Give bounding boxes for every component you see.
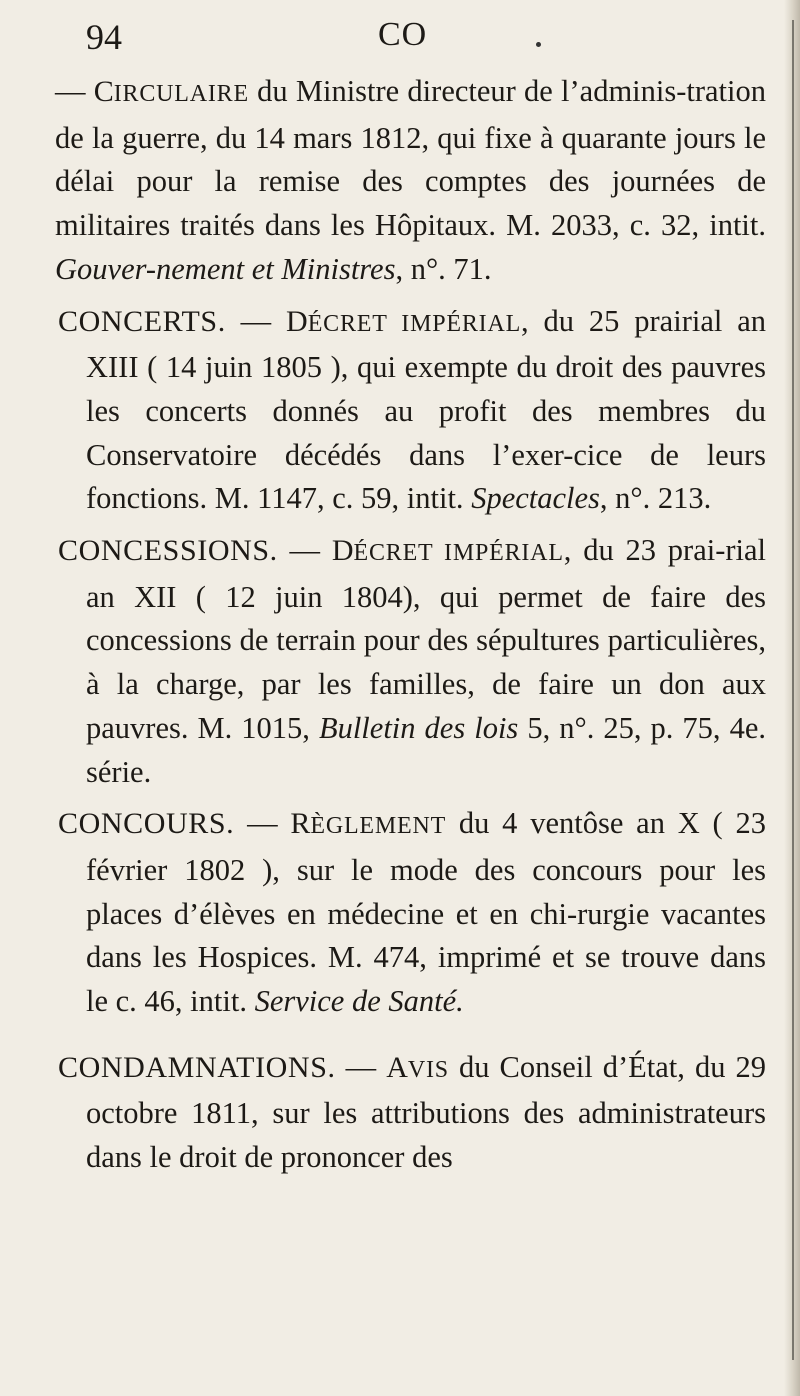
- entry-type-initial: D: [331, 534, 354, 568]
- running-head: CO: [378, 16, 428, 53]
- entry-type-label: IRCULAIRE: [113, 81, 249, 107]
- entry-headword: CONCERTS.: [58, 304, 226, 338]
- entry-dash: —: [234, 806, 291, 841]
- header-dot-mark: [536, 42, 541, 47]
- entry-text-end: 5, n°. 25, p. 75, 4e. série.: [86, 710, 766, 789]
- entry-text-end: , n°. 71.: [395, 251, 492, 286]
- entry-type-label: ÈGLEMENT: [310, 813, 447, 840]
- entry-type-initial: D: [286, 304, 308, 338]
- entry-dash: —: [277, 533, 332, 568]
- entry-text-end: , n°. 213.: [599, 481, 712, 516]
- page-body: [55, 70, 767, 1180]
- entry-text: , du 23 prai-rial an XII ( 12 juin 1804), qui permet de faire des concessions de terrain pour des sépultures particulières, à la charge, par les familles, de faire un don aux pauvres. M. 1015,: [86, 533, 766, 745]
- entry-text: du Conseil d’État, du 29 octobre 1811, sur les attributions des administrateurs dans le droit de prononcer des: [86, 1049, 766, 1175]
- binding-edge-line: [792, 20, 794, 1360]
- entry-text: du Ministre directeur de l’adminis-tration de la guerre, du 14 mars 1812, qui fixe à quarante jours le délai pour la remise des comptes des journées de militaires traités dans les Hôpitaux. M. 2033, c. 32, intit.: [55, 74, 767, 243]
- entry-reference: Spectacles: [471, 481, 600, 516]
- entry-circulaire: [55, 70, 766, 292]
- entry-reference: Service de Santé.: [254, 984, 464, 1019]
- entry-headword: CONCESSIONS.: [58, 534, 278, 568]
- entry-reference: Gouver-nement et Ministres: [55, 251, 396, 286]
- entry-dash: —: [335, 1049, 387, 1084]
- page-header: [86, 16, 746, 66]
- entry-concerts: [58, 300, 766, 522]
- entry-type-label: VIS: [407, 1056, 449, 1083]
- entry-concessions: [58, 529, 766, 794]
- page-number: 94: [86, 17, 122, 57]
- entry-headword: CONCOURS.: [58, 807, 235, 841]
- entry-dash: —: [225, 303, 287, 338]
- entry-headword: CONDAMNATIONS.: [58, 1050, 336, 1084]
- entry-type-label: ÉCRET IMPÉRIAL: [307, 310, 522, 337]
- entry-type-initial: R: [290, 807, 311, 841]
- entry-concours: [58, 802, 766, 1024]
- entry-text: , du 25 prairial an XIII ( 14 juin 1805 ), qui exempte du droit des pauvres les concerts donnés au profit des membres du Conservatoire décédés dans l’exer-cice de leurs fonctions. M. 1147, c. 59, intit.: [86, 303, 766, 516]
- entry-type-label: ÉCRET IMPÉRIAL: [353, 540, 564, 567]
- entry-type-initial: A: [386, 1050, 408, 1084]
- entry-lead-dash: —: [55, 74, 94, 108]
- entry-type-initial: C: [93, 75, 114, 108]
- entry-condamnations: [58, 1046, 766, 1180]
- entry-text: du 4 ventôse an X ( 23 février 1802 ), sur le mode des concours pour les places d’élèves en médecine et en chi-rurgie vacantes dans les Hospices. M. 474, imprimé et se trouve dans le c. 46, intit.: [86, 806, 766, 1019]
- entry-reference: Bulletin des lois: [318, 710, 519, 745]
